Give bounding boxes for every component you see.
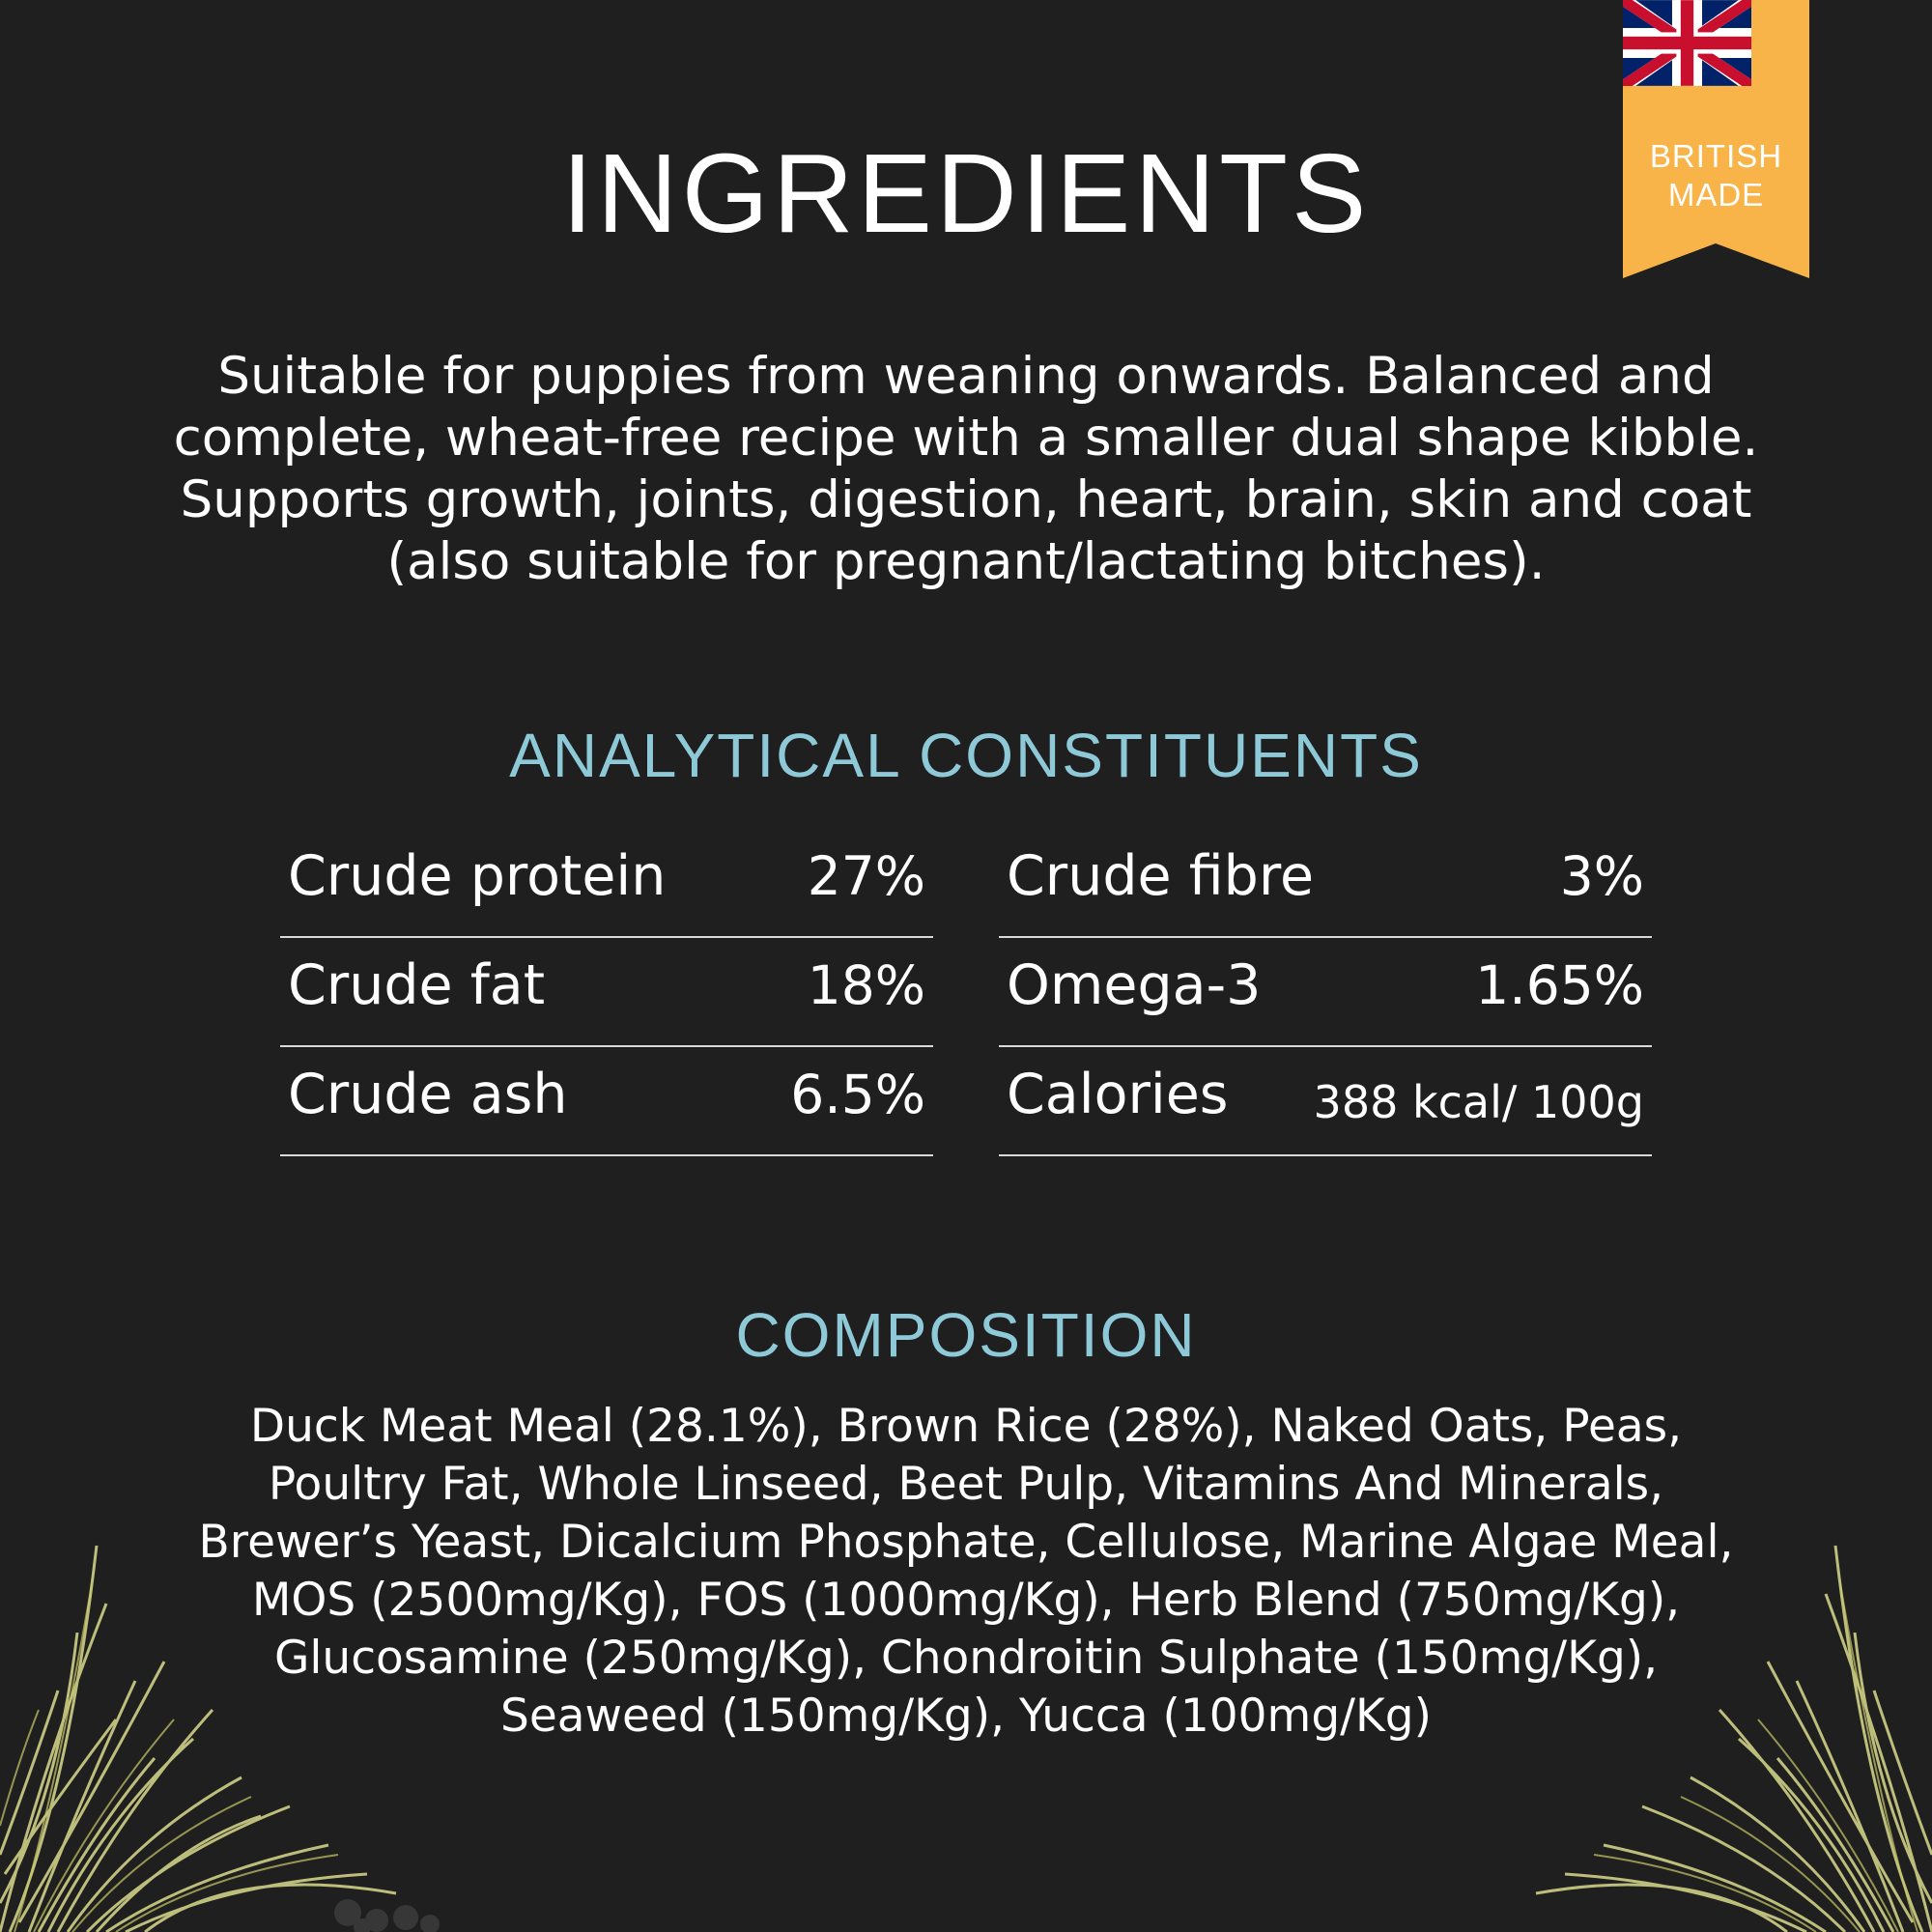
constituent-value: 27% xyxy=(807,845,925,907)
page-title: INGREDIENTS xyxy=(561,130,1371,256)
constituent-row xyxy=(280,1047,933,1156)
constituent-value: 1.65% xyxy=(1475,954,1644,1016)
composition-text: Duck Meat Meal (28.1%), Brown Rice (28%), Naked Oats, Peas, Poultry Fat, Whole Linseed, Beet Pulp, Vitamins And Minerals, Brewer’s Yeast, Dicalcium Phosphate, Cellulose, Marine Algae Meal, MOS (2500mg/Kg), FOS (1000mg/Kg), Herb Blend (750mg/Kg), Glucosamine (250mg/Kg), Chondroitin Sulphate (150mg/Kg), Seaweed (150mg/Kg), Yucca (100mg/Kg) xyxy=(198,1400,1734,1743)
constituent-value: 388 kcal/ 100g xyxy=(1313,1076,1644,1128)
constituent-label: Crude fat xyxy=(288,953,546,1017)
constituent-value: 18% xyxy=(807,954,925,1016)
constituents-left-column xyxy=(280,829,933,1156)
constituent-row xyxy=(999,1047,1652,1156)
constituent-value: 6.5% xyxy=(790,1064,925,1125)
constituent-value: 3% xyxy=(1559,845,1644,907)
constituents-right-column xyxy=(999,829,1652,1156)
constituent-row xyxy=(999,938,1652,1047)
intro-paragraph: Suitable for puppies from weaning onwards. Balanced and complete, wheat-free recipe with a smaller dual shape kibble. Supports growth, joints, digestion, heart, brain, skin and coat (also suitable for pregnant/lactating bitches). xyxy=(173,347,1759,591)
union-jack-icon xyxy=(1623,0,1751,86)
constituent-label: Crude ash xyxy=(288,1063,568,1126)
constituent-row xyxy=(280,829,933,938)
constituent-label: Crude fibre xyxy=(1007,844,1315,908)
constituent-row xyxy=(280,938,933,1047)
badge-line-2: MADE xyxy=(1667,177,1765,213)
constituent-label: Crude protein xyxy=(288,844,667,908)
composition-heading: COMPOSITION xyxy=(735,1300,1197,1370)
constituent-row xyxy=(999,829,1652,938)
constituent-label: Calories xyxy=(1007,1063,1229,1126)
badge-line-1: BRITISH xyxy=(1649,138,1783,174)
constituent-label: Omega-3 xyxy=(1007,953,1262,1017)
constituents-table xyxy=(280,829,1652,1157)
analytical-constituents-heading: ANALYTICAL CONSTITUENTS xyxy=(509,721,1423,790)
